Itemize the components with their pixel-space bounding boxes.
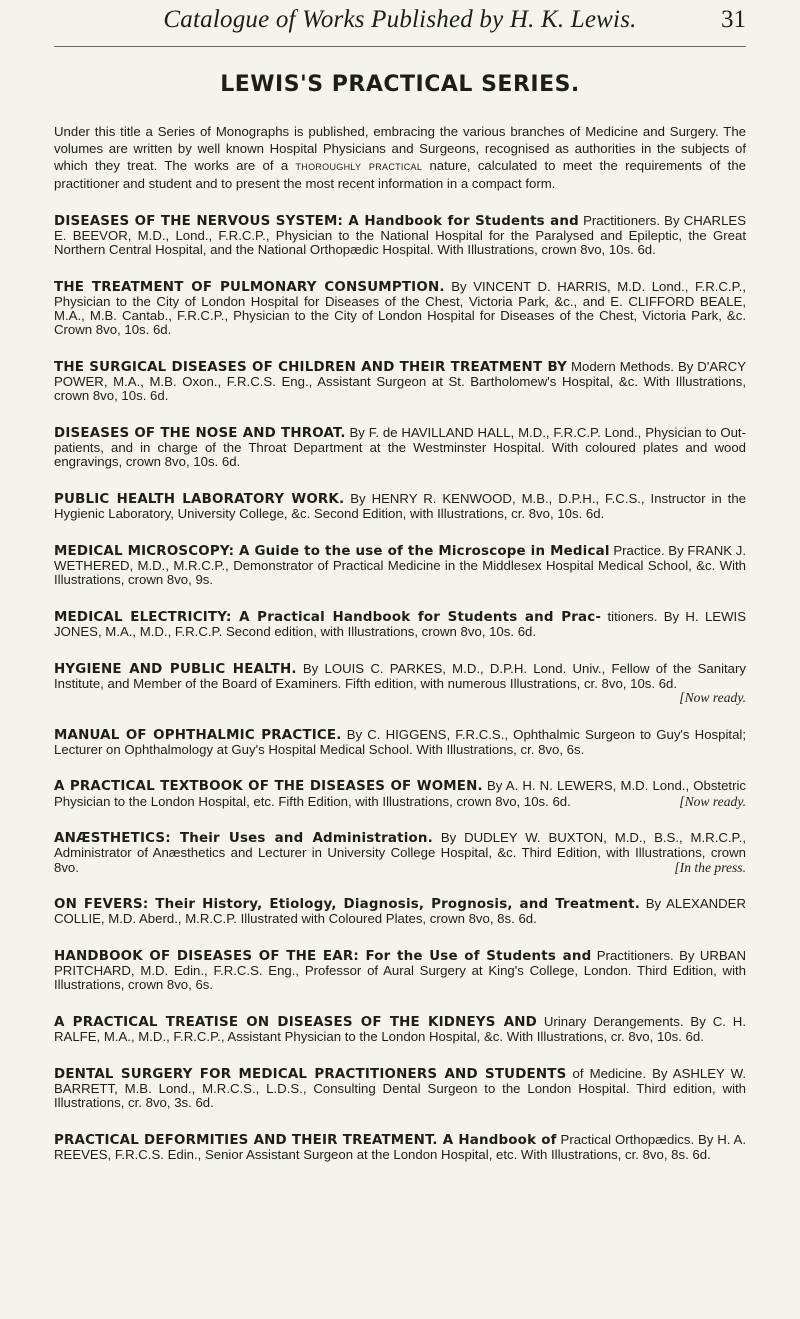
intro-text-after: nature, calculated to meet the requirements of the practitioner and student and to present the most recent information in a compact form.	[54, 158, 746, 191]
catalogue-entry	[54, 728, 746, 757]
entry-title: DISEASES OF THE NERVOUS SYSTEM: A Handbook for Students and	[54, 213, 579, 229]
entry-title: THE TREATMENT OF PULMONARY CONSUMPTION.	[54, 279, 445, 295]
entry-body: Urinary Derangements. By C. H. RALFE, M.A., M.D., F.R.C.P., Assistant Physician to the London Hospital, &c. With Illustrations, cr. 8vo, 10s. 6d.	[54, 1014, 746, 1045]
catalogue-entry	[54, 949, 746, 993]
catalogue-entry	[54, 1133, 746, 1162]
entry-body: titioners. By H. LEWIS JONES, M.A., M.D., F.R.C.P. Second edition, with Illustrations, crown 8vo, 10s. 6d.	[54, 608, 746, 640]
entry-body: By DUDLEY W. BUXTON, M.D., B.S., M.R.C.P., Administrator of Anæsthetics and Lecturer in University College Hospital, &c. Third Edition, with Illustrations, crown 8vo.	[54, 830, 746, 875]
catalogue-entry	[54, 360, 746, 404]
entry-body: Practice. By FRANK J. WETHERED, M.D., M.R.C.P., Demonstrator of Practical Medicine in the Middlesex Hospital Medical School, &c. With Illustrations, crown 8vo, 9s.	[54, 542, 746, 588]
entry-body: By HENRY R. KENWOOD, M.B., D.P.H., F.C.S., Instructor in the Hygienic Laboratory, University College, &c. Second Edition, with Illustrations, cr. 8vo, 10s. 6d.	[54, 491, 747, 522]
catalogue-entry	[54, 214, 746, 258]
intro-emphasis: thoroughly practical	[295, 158, 423, 174]
catalogue-entry	[54, 831, 746, 875]
entry-availability-note: [Now ready.	[679, 690, 746, 706]
entry-body: By F. de HAVILLAND HALL, M.D., F.R.C.P. Lond., Physician to Out-patients, and in charge of the Throat Department at the Westminster Hospital. With coloured plates and wood engravings, crown 8vo, 10s. 6d.	[54, 425, 746, 470]
entry-title: MEDICAL MICROSCOPY: A Guide to the use of the Microscope in Medical	[54, 543, 610, 559]
entry-title: MEDICAL ELECTRICITY: A Practical Handbook for Students and Prac-	[54, 609, 602, 625]
intro-text-before: Under this title a Series of Monographs is published, embracing the various branches of Medicine and Surgery. The volumes are written by well known Hospital Physicians and Surgeons, recognised as authorities in the subjects of which they treat. The works are of a	[54, 124, 746, 174]
catalogue-entry	[54, 492, 746, 521]
entry-title: PUBLIC HEALTH LABORATORY WORK.	[54, 492, 345, 508]
entry-body: By VINCENT D. HARRIS, M.D. Lond., F.R.C.P., Physician to the City of London Hospital for Diseases of the Chest, Victoria Park, &c., and E. CLIFFORD BEALE, M.A., M.B. Cantab., F.R.C.P., Physician to the City of London Hospital for Diseases of the Chest, Victoria Park, &c. Crown 8vo, 10s. 6d.	[54, 278, 747, 338]
entry-title: THE SURGICAL DISEASES OF CHILDREN AND THEIR TREATMENT BY	[54, 360, 568, 376]
entry-title: HANDBOOK OF DISEASES OF THE EAR: For the Use of Students and	[54, 949, 592, 964]
entry-title: ANÆSTHETICS: Their Uses and Administration.	[54, 831, 433, 847]
catalogue-page	[54, 6, 746, 1185]
running-title: Catalogue of Works Published by H. K. Lewis.	[163, 6, 637, 33]
catalogue-entry	[54, 280, 746, 338]
entry-body: By ALEXANDER COLLIE, M.D. Aberd., M.R.C.P. Illustrated with Coloured Plates, crown 8vo, 8s. 6d.	[54, 896, 746, 927]
catalogue-entry	[54, 544, 746, 588]
entry-body: Modern Methods. By D'ARCY POWER, M.A., M.B. Oxon., F.R.C.S. Eng., Assistant Surgeon at St. Bartholomew's Hospital, &c. With Illustrations, crown 8vo, 10s. 6d.	[54, 359, 746, 404]
entry-title: ON FEVERS: Their History, Etiology, Diagnosis, Prognosis, and Treatment.	[54, 897, 641, 913]
entry-availability-note: [In the press.	[674, 859, 746, 875]
page-number: 31	[721, 6, 746, 33]
entry-list	[54, 214, 746, 1162]
entry-body: Practitioners. By URBAN PRITCHARD, M.D. Edin., F.R.C.S. Eng., Professor of Aural Surgery at King's College, London. Third Edition, with Illustrations, crown 8vo, 6s.	[54, 948, 746, 993]
entry-title: DISEASES OF THE NOSE AND THROAT.	[54, 426, 346, 442]
entry-body: of Medicine. By ASHLEY W. BARRETT, M.B. Lond., M.R.C.S., L.D.S., Consulting Dental Surgeon to the London Hospital. Third edition, with Illustrations, cr. 8vo, 3s. 6d.	[54, 1065, 746, 1111]
entry-title: PRACTICAL DEFORMITIES AND THEIR TREATMENT. A Handbook of	[54, 1132, 557, 1148]
entry-body: By LOUIS C. PARKES, M.D., D.P.H. Lond. Univ., Fellow of the Sanitary Institute, and Member of the Board of Examiners. Fifth edition, with numerous Illustrations, cr. 8vo, 10s. 6d.	[54, 660, 746, 691]
series-title: LEWIS'S PRACTICAL SERIES.	[220, 72, 580, 97]
entry-body: Practitioners. By CHARLES E. BEEVOR, M.D., Lond., F.R.C.P., Physician to the National Hospital for the Paralysed and Epileptic, the Great Northern Central Hospital, and the National Orthopædic Hospital. With Illustrations, crown 8vo, 10s. 6d.	[54, 212, 746, 258]
catalogue-entry	[54, 426, 746, 470]
entry-body: Practical Orthopædics. By H. A. REEVES, F.R.C.S. Edin., Senior Assistant Surgeon at the London Hospital, etc. With Illustrations, cr. 8vo, 8s. 6d.	[54, 1131, 746, 1162]
catalogue-entry	[54, 662, 746, 706]
entry-title: A PRACTICAL TEXTBOOK OF THE DISEASES OF WOMEN.	[54, 779, 483, 795]
entry-title: MANUAL OF OPHTHALMIC PRACTICE.	[54, 727, 342, 743]
catalogue-entry	[54, 779, 746, 808]
entry-availability-note: [Now ready.	[679, 793, 746, 809]
entry-title: DENTAL SURGERY FOR MEDICAL PRACTITIONERS AND STUDENTS	[54, 1066, 567, 1082]
running-header	[54, 6, 746, 72]
catalogue-entry	[54, 610, 746, 639]
catalogue-entry	[54, 1015, 746, 1044]
entry-title: HYGIENE AND PUBLIC HEALTH.	[54, 661, 297, 677]
entry-body: By C. HIGGENS, F.R.C.S., Ophthalmic Surgeon to Guy's Hospital; Lecturer on Ophthalmology at Guy's Hospital Medical School. With Illustrations, cr. 8vo, 6s.	[54, 726, 746, 757]
entry-title: A PRACTICAL TREATISE ON DISEASES OF THE KIDNEYS AND	[54, 1015, 537, 1030]
entry-body: By A. H. N. LEWERS, M.D. Lond., Obstetric Physician to the London Hospital, etc. Fifth Edition, with Illustrations, crown 8vo, 10s. 6d.	[54, 778, 746, 809]
catalogue-entry	[54, 1067, 746, 1111]
intro-paragraph	[54, 123, 746, 192]
header-rule	[54, 46, 746, 47]
catalogue-entry	[54, 897, 746, 926]
